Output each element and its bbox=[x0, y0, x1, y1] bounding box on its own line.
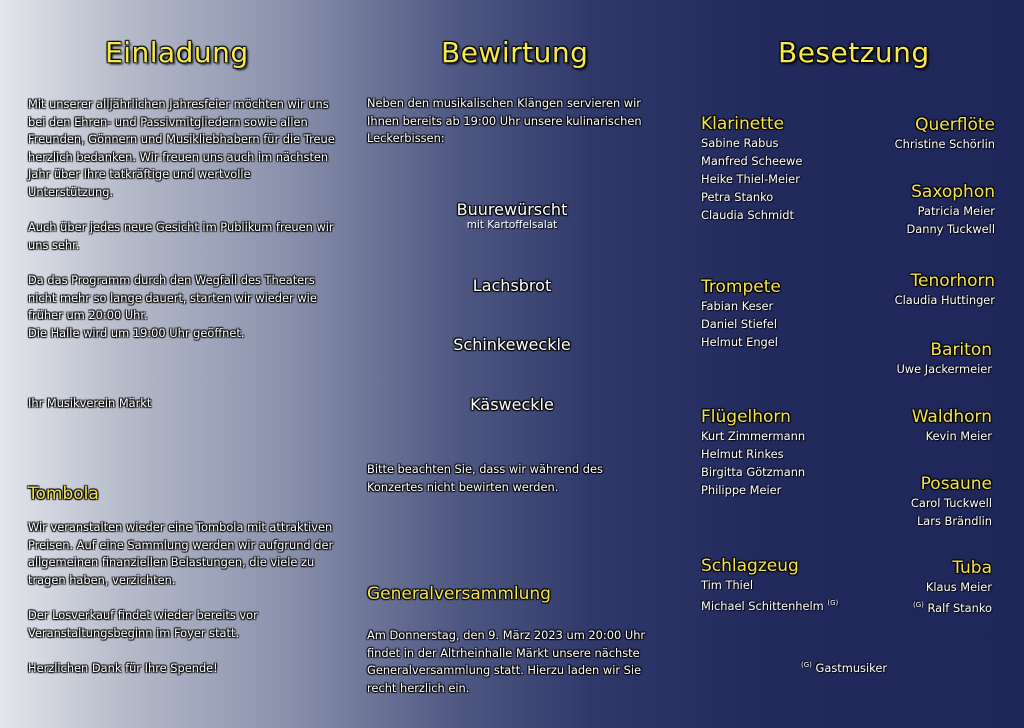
group-bariton bbox=[896, 340, 992, 378]
member: Helmut Engel bbox=[701, 335, 778, 349]
member: Claudia Huttinger bbox=[894, 293, 995, 307]
instrument-label: Flügelhorn bbox=[701, 407, 791, 427]
besetzung-title: Besetzung bbox=[778, 36, 930, 69]
member: Heike Thiel-Meier bbox=[701, 172, 800, 186]
instrument-label: Saxophon bbox=[911, 182, 995, 202]
member-with-guest bbox=[913, 596, 992, 617]
guest-mark: (G) bbox=[827, 599, 839, 607]
member: Birgitta Götzmann bbox=[701, 465, 806, 479]
guest-legend bbox=[801, 656, 887, 677]
instrument-label: Tenorhorn bbox=[910, 271, 995, 291]
food-item-3: Schinkeweckle bbox=[453, 335, 571, 354]
generalversammlung-text: Am Donnerstag, den 9. März 2023 um 20:00 Uhr findet in der Altrheinhalle Märkt unsere nächste Generalversammlung statt. Hierzu laden wir Sie recht herzlich ein. bbox=[367, 628, 646, 695]
member: Danny Tuckwell bbox=[906, 222, 995, 236]
guest-mark: (G) bbox=[801, 661, 812, 669]
food-item-2: Lachsbrot bbox=[472, 276, 552, 295]
bewirtung-title: Bewirtung bbox=[441, 36, 589, 69]
member: Petra Stanko bbox=[701, 190, 774, 204]
member: Kevin Meier bbox=[925, 429, 992, 443]
member: Manfred Scheewe bbox=[701, 154, 803, 168]
guest-mark: (G) bbox=[912, 601, 924, 609]
instrument-label: Bariton bbox=[930, 340, 992, 360]
member: Tim Thiel bbox=[701, 578, 754, 592]
guest-note: Gastmusiker bbox=[815, 660, 888, 675]
member: Sabine Rabus bbox=[701, 136, 779, 150]
einladung-title: Einladung bbox=[105, 36, 249, 69]
group-waldhorn bbox=[912, 407, 992, 445]
signature: Ihr Musikverein Märkt bbox=[28, 396, 152, 410]
member: Carol Tuckwell bbox=[910, 496, 992, 510]
group-saxophon bbox=[906, 182, 995, 238]
member: Christine Schörlin bbox=[894, 137, 995, 151]
group-posaune bbox=[911, 474, 992, 530]
instrument-label: Querflöte bbox=[915, 115, 995, 135]
instrument-label: Klarinette bbox=[701, 114, 785, 134]
einladung-para2: Auch über jedes neue Gesicht im Publikum freuen wir uns sehr. bbox=[28, 220, 334, 252]
food-name: Buurewürscht bbox=[456, 200, 568, 219]
instrument-label: Waldhorn bbox=[911, 407, 992, 427]
member: Klaus Meier bbox=[925, 580, 992, 594]
food-item-4: Käsweckle bbox=[470, 395, 554, 414]
group-querfloete bbox=[895, 115, 995, 153]
tombola-title: Tombola bbox=[28, 484, 99, 504]
tombola-para1: Wir veranstalten wieder eine Tombola mit attraktiven Preisen. Auf eine Sammlung werden wir aufgrund der allgemeinen finanziellen Belastungen, die viele zu tragen haben, verzichten. bbox=[28, 520, 334, 587]
einladung-para3b: Die Halle wird um 19:00 Uhr geöffnet. bbox=[28, 325, 245, 340]
food-item-1 bbox=[412, 200, 612, 231]
group-tuba bbox=[913, 558, 992, 617]
member: Helmut Rinkes bbox=[701, 447, 784, 461]
member: Claudia Schmidt bbox=[701, 208, 794, 222]
einladung-text bbox=[28, 96, 338, 360]
member: Lars Brändlin bbox=[916, 514, 992, 528]
tombola-text bbox=[28, 519, 343, 695]
member-with-guest bbox=[701, 594, 838, 615]
tombola-para2: Der Losverkauf findet wieder bereits vor Veranstaltungsbeginn im Foyer statt. bbox=[28, 607, 258, 640]
group-schlagzeug bbox=[701, 556, 838, 615]
einladung-para1: Mit unserer alljährlichen Jahresfeier möchten wir uns bei den Ehren- und Passivmitgliedern sowie allen Freunden, Gönnern und Musikliebhabern für die Treue herzlich bedanken. Wir freuen uns auch im nächsten Jahr über Ihre tatkräftige und wertvolle Unterstützung. bbox=[28, 97, 335, 199]
instrument-label: Posaune bbox=[920, 474, 992, 494]
bewirtung-note: Bitte beachten Sie, dass wir während des Konzertes nicht bewirten werden. bbox=[367, 462, 603, 494]
member-name: Michael Schittenhelm bbox=[701, 598, 824, 613]
member: Philippe Meier bbox=[701, 483, 782, 497]
instrument-label: Tuba bbox=[952, 558, 992, 578]
instrument-label: Trompete bbox=[701, 277, 781, 297]
group-fluegelhorn bbox=[701, 407, 805, 499]
tombola-para3: Herzlichen Dank für Ihre Spende! bbox=[28, 660, 218, 675]
member: Daniel Stiefel bbox=[701, 317, 777, 331]
group-tenorhorn bbox=[895, 271, 995, 309]
member: Fabian Keser bbox=[701, 299, 774, 313]
group-trompete bbox=[701, 277, 781, 351]
generalversammlung-title: Generalversammlung bbox=[367, 584, 551, 604]
member: Uwe Jackermeier bbox=[896, 362, 992, 376]
member: Kurt Zimmermann bbox=[701, 429, 806, 443]
bewirtung-intro: Neben den musikalischen Klängen servieren wir Ihnen bereits ab 19:00 Uhr unsere kulinarischen Leckerbissen: bbox=[367, 96, 642, 146]
food-sub: mit Kartoffelsalat bbox=[466, 219, 558, 231]
group-klarinette bbox=[701, 114, 802, 224]
einladung-para3: Da das Programm durch den Wegfall des Theaters nicht mehr so lange dauert, starten wir wieder wie früher um 20:00 Uhr. bbox=[28, 272, 317, 323]
member-name: Ralf Stanko bbox=[927, 600, 992, 615]
member: Patricia Meier bbox=[917, 204, 995, 218]
instrument-label: Schlagzeug bbox=[701, 556, 799, 576]
